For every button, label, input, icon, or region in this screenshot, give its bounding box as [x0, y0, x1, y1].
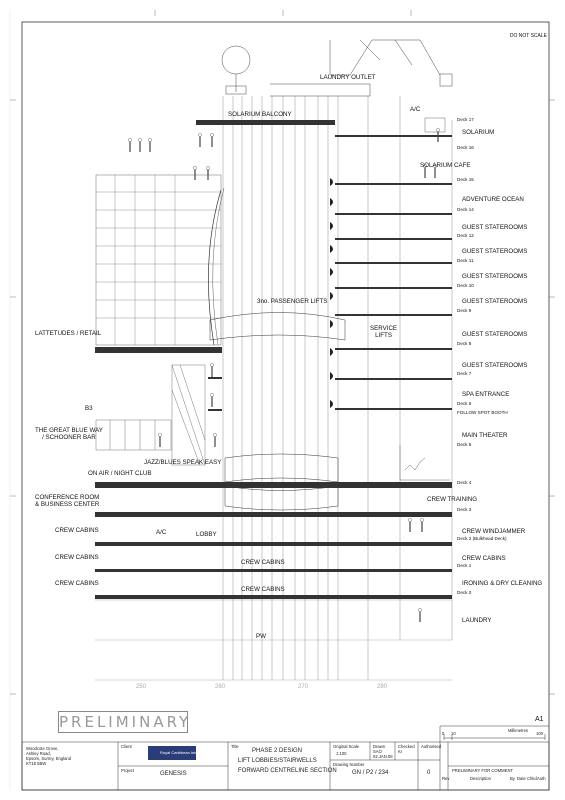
laundry-outlet-label: LAUNDRY OUTLET	[320, 74, 376, 81]
crew-cabins-left-2: CREW CABINS	[55, 554, 99, 561]
right-deck-11: Deck 4	[457, 480, 472, 485]
human-figure	[210, 363, 213, 377]
follow-spot-label: FOLLOW SPOT BOOTH	[457, 410, 508, 415]
frame-270: 270	[298, 684, 309, 690]
right-name-7: GUEST STATEROOMS	[462, 331, 528, 338]
jazz-blues-label: JAZZ/BLUES SPEAK EASY	[144, 459, 222, 466]
on-air-label: ON AIR / NIGHT CLUB	[88, 470, 152, 477]
deck-slab	[208, 409, 222, 411]
right-deck-1: Deck 15	[457, 177, 474, 182]
project-caption: Project	[121, 768, 135, 773]
human-figure	[420, 518, 423, 532]
deck-slab	[335, 135, 452, 137]
stair-bulges	[330, 178, 333, 408]
preliminary-stamp: PRELIMINARY	[59, 713, 192, 731]
deck-slab	[95, 569, 452, 572]
right-deck-8: Deck 7	[457, 371, 472, 376]
human-figure	[193, 166, 196, 180]
right-deck-3: Deck 12	[457, 233, 474, 238]
right-name-8: GUEST STATEROOMS	[462, 362, 528, 369]
crew-cabins-left-3: CREW CABINS	[55, 580, 99, 587]
scale-value: 1:100	[336, 751, 347, 756]
sheet-border	[22, 22, 549, 790]
sheet-size-label: A1	[535, 716, 544, 723]
deck-slab	[335, 262, 452, 264]
human-figure	[418, 608, 421, 622]
funnel-structure	[270, 40, 452, 96]
right-name-0: SOLARIUM	[462, 129, 495, 136]
rev-column-chkd: Chkd	[527, 776, 537, 781]
deck-slab	[232, 120, 335, 125]
deck-slab	[335, 378, 452, 380]
frame-280: 280	[377, 684, 388, 690]
right-name-9: SPA ENTRANCE	[462, 391, 510, 398]
title-line-2: LIFT LOBBIES/STAIRWELLS	[238, 758, 317, 764]
right-name-13: CREW WINDJAMMER	[462, 528, 526, 535]
revision-note: PRELIMINARY FOR COMMENT	[452, 768, 514, 773]
right-deck-12: Deck 3	[457, 507, 472, 512]
scale-bar-units: Millimetres	[508, 728, 529, 733]
do-not-scale-note: DO NOT SCALE	[509, 33, 547, 39]
deck-slab	[95, 595, 452, 599]
deck-slab	[95, 482, 452, 488]
deck-slab	[208, 377, 222, 379]
right-deck-9: Deck 6	[457, 401, 472, 406]
right-deck-6: Deck 9	[457, 308, 472, 313]
crew-cabins-mid-2: CREW CABINS	[241, 586, 285, 593]
right-name-15: IRONING & DRY CLEANING	[462, 580, 543, 587]
atrium-drum	[210, 313, 345, 511]
title-caption: Title	[231, 744, 239, 749]
deck-slab	[335, 238, 452, 240]
human-figure	[210, 393, 213, 407]
deck-slab	[95, 542, 452, 546]
human-figure	[148, 138, 151, 152]
ac-left-label: A/C	[156, 529, 167, 536]
project-name: GENESIS	[160, 771, 187, 777]
drawing-no-caption: Drawing Number	[333, 762, 365, 767]
right-name-6: GUEST STATEROOMS	[462, 298, 528, 305]
deck-slab	[95, 512, 452, 517]
right-deck-10: Deck 5	[457, 442, 472, 447]
lobby-label: LOBBY	[196, 531, 217, 538]
company-address: Woodcote Grove, Ashley Road, Epsom, Surrey, England KT18 5BW	[26, 746, 72, 766]
human-figure	[138, 138, 141, 152]
authorised-caption: Authorised	[421, 744, 442, 749]
left-lower-block	[96, 365, 205, 465]
left-accommodation-block	[96, 175, 224, 345]
crew-cabins-left-1: CREW CABINS	[55, 527, 99, 534]
deck-slab	[335, 314, 452, 316]
rev-column-date: Date	[517, 776, 526, 781]
pw-label: PW	[256, 633, 266, 640]
human-figure	[206, 166, 209, 180]
right-name-16: LAUNDRY	[462, 617, 492, 624]
solarium-balcony-label: SOLARIUM BALCONY	[228, 111, 292, 118]
scale-bar	[444, 734, 545, 740]
b3-label: B3	[85, 405, 93, 412]
rev-column-auth: Auth	[537, 776, 546, 781]
right-name-3: GUEST STATEROOMS	[462, 224, 528, 231]
right-deck-7: Deck 8	[457, 341, 472, 346]
right-name-4: GUEST STATEROOMS	[462, 248, 528, 255]
lattitudes-label: LATTETUDES / RETAIL	[35, 330, 102, 337]
scale-bar-100: 100	[536, 731, 543, 736]
right-deck-14: Deck 1	[457, 563, 472, 568]
scale-caption: Original Scale	[333, 744, 360, 749]
frame-250: 250	[136, 684, 147, 690]
right-deck-15: Deck 0	[457, 590, 472, 595]
scale-bar-10: 10	[451, 731, 456, 736]
conference-label: CONFERENCE ROOM & BUSINESS CENTER	[35, 494, 100, 508]
deck-slab	[335, 408, 452, 410]
human-figure	[210, 133, 213, 147]
rev-column-rev: Rev	[442, 776, 450, 781]
right-deck-5: Deck 10	[457, 283, 474, 288]
rev-column-by: By	[510, 776, 515, 781]
drawing-number: GN / P2 / 234	[352, 770, 389, 776]
deck-slab	[335, 213, 452, 215]
client-caption: Client	[121, 744, 132, 749]
checked-caption: Checked	[398, 744, 415, 749]
right-deck-13: Deck 2 (Bulkhead Deck)	[457, 536, 507, 541]
right-name-10: MAIN THEATER	[462, 432, 508, 439]
deck-slab	[335, 348, 452, 350]
radar-dome	[222, 46, 250, 94]
scale-bar-0: 0	[442, 731, 445, 736]
deck-slab	[335, 287, 452, 289]
frame-260: 260	[215, 684, 226, 690]
right-name-5: GUEST STATEROOMS	[462, 273, 528, 280]
title-line-3: FORWARD CENTRELINE SECTION	[238, 768, 337, 774]
passenger-lifts-label: 3no. PASSENGER LIFTS	[257, 298, 328, 305]
right-name-1: SOLARIUM CAFE	[420, 162, 471, 169]
right-deck-2: Deck 14	[457, 207, 474, 212]
great-blue-way-label: THE GREAT BLUE WAY / SCHOONER BAR	[35, 427, 103, 441]
revision-number: 0	[427, 770, 431, 776]
human-figure	[128, 138, 131, 152]
right-deck-4: Deck 11	[457, 258, 474, 263]
rev-column-description: Description	[470, 776, 491, 781]
client-name: Royal Caribbean International	[160, 750, 213, 755]
human-figure	[158, 433, 161, 447]
right-name-2: ADVENTURE OCEAN	[462, 196, 524, 203]
deck-slab	[335, 183, 452, 185]
title-line-1: PHASE 2 DESIGN	[252, 748, 303, 754]
right-name-12: CREW TRAINING	[427, 496, 478, 503]
human-figure	[408, 518, 411, 532]
right-name-14: CREW CABINS	[462, 555, 506, 562]
hull-side-lines	[95, 600, 452, 680]
deck-17-label: Deck 17	[457, 117, 474, 122]
frame-numbers	[136, 684, 388, 690]
ac-top-label: A/C	[410, 106, 421, 113]
service-lifts-label: SERVICE LIFTS	[370, 325, 398, 339]
drawn-value: SAO	[373, 749, 382, 754]
crew-cabins-mid-1: CREW CABINS	[241, 559, 285, 566]
deck-slab	[95, 347, 222, 353]
right-deck-0: Deck 16	[457, 145, 474, 150]
date-value: 02.JAN.08	[373, 754, 393, 759]
human-figure	[198, 133, 201, 147]
drawn-caption: Drawn	[373, 744, 386, 749]
checked-value: KI	[398, 749, 402, 754]
human-figure	[213, 433, 216, 447]
